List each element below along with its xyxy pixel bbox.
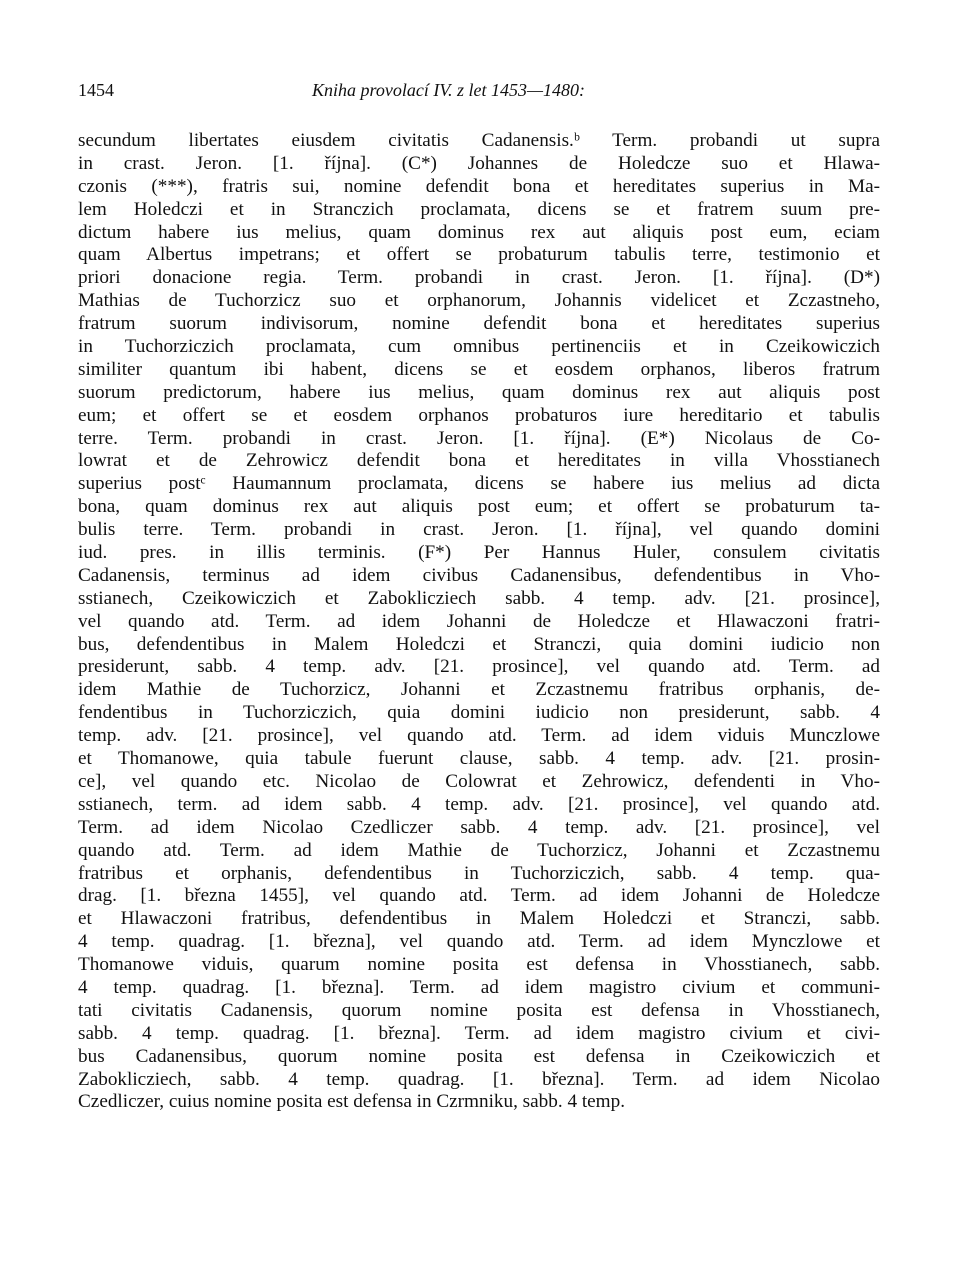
text-line: et Hlawaczoni fratribus, defendentibus in Malem Holedczi et Stranczi, sabb. — [78, 908, 880, 930]
text-line: Mathias de Tuchorzicz suo et orphanorum, Johannis videlicet et Zczastneho, — [78, 290, 880, 312]
text-line: lem Holedczi et in Stranczich proclamata, dicens se et fratrem suum pre- — [78, 198, 880, 220]
text-line: dictum habere ius melius, quam dominus rex aut aliquis post eum, eciam — [78, 221, 880, 243]
text-line: drag. [1. března 1455], vel quando atd. Term. ad idem Johanni de Holedcze — [78, 885, 880, 907]
page-number: 1454 — [78, 80, 114, 100]
text-line: Thomanowe viduis, quarum nomine posita est defensa in Vhosstianech, sabb. — [78, 954, 880, 976]
text-line: et Thomanowe, quia tabule fuerunt clause, sabb. 4 temp. adv. [21. prosin- — [78, 748, 880, 770]
text-line: Cadanensis, terminus ad idem civibus Cadanensibus, defendentibus in Vho- — [78, 564, 880, 586]
text-line: in Tuchorziczich proclamata, cum omnibus pertinenciis et in Czeikowiczich — [78, 336, 880, 358]
text-line: in crast. Jeron. [1. října]. (C*) Johannes de Holedcze suo et Hlawa- — [78, 152, 880, 174]
text-line: terre. Term. probandi in crast. Jeron. [1. října]. (E*) Nicolaus de Co- — [78, 427, 880, 449]
text-line: sstianech, Czeikowiczich et Zaboklicziech sabb. 4 temp. adv. [21. prosince], — [78, 587, 880, 609]
body-text — [78, 130, 880, 1114]
text-line: 4 temp. quadrag. [1. března], vel quando atd. Term. ad idem Mynczlowe et — [78, 931, 880, 953]
text-line: sabb. 4 temp. quadrag. [1. března]. Term. ad idem magistro civium et civi- — [78, 1022, 880, 1044]
running-title: Kniha provolací IV. z let 1453—1480: — [312, 80, 585, 100]
text-line: temp. adv. [21. prosince], vel quando atd. Term. ad idem viduis Munczlowe — [78, 725, 880, 747]
text-line: suorum predictorum, habere ius melius, quam dominus rex aut aliquis post — [78, 381, 880, 403]
text-line: fratribus et orphanis, defendentibus in Tuchorziczich, sabb. 4 temp. qua- — [78, 862, 880, 884]
text-line: bona, quam dominus rex aut aliquis post eum; et offert se probaturum ta- — [78, 496, 880, 518]
text-line: quam Albertus impetrans; et offert se probaturum tabulis terre, testimonio et — [78, 244, 880, 266]
text-line: czonis (***), fratris sui, nomine defendit bona et hereditates superius in Ma- — [78, 175, 880, 197]
text-line: lowrat et de Zehrowicz defendit bona et hereditates in villa Vhosstianech — [78, 450, 880, 472]
text-line: Czedliczer, cuius nomine posita est defensa in Czrmniku, sabb. 4 temp. — [78, 1091, 626, 1113]
text-line: priori donacione regia. Term. probandi in crast. Jeron. [1. října]. (D*) — [78, 267, 880, 289]
text-line: vel quando atd. Term. ad idem Johanni de Holedcze et Hlawaczoni fratri- — [78, 610, 880, 632]
text-line: idem Mathie de Tuchorzicz, Johanni et Zczastnemu fratribus orphanis, de- — [78, 679, 880, 701]
text-line: presiderunt, sabb. 4 temp. adv. [21. prosince], vel quando atd. Term. ad — [78, 656, 880, 678]
text-line: eum; et offert se et eosdem orphanos probaturos iure hereditario et tabulis — [78, 404, 880, 426]
text-line: sstianech, term. ad idem sabb. 4 temp. adv. [21. prosince], vel quando atd. — [78, 793, 880, 815]
text-line: quando atd. Term. ad idem Mathie de Tuchorzicz, Johanni et Zczastnemu — [78, 839, 880, 861]
text-line: fratrum suorum indivisorum, nomine defendit bona et hereditates superius — [78, 313, 880, 335]
text-line: bus Cadanensibus, quorum nomine posita est defensa in Czeikowiczich et — [78, 1045, 880, 1067]
page-header — [78, 78, 880, 102]
text-line: Zaboklicziech, sabb. 4 temp. quadrag. [1. března]. Term. ad idem Nicolao — [78, 1068, 880, 1090]
text-line: fendentibus in Tuchorziczich, quia domini iudicio non presiderunt, sabb. 4 — [78, 702, 880, 724]
text-line: bus, defendentibus in Malem Holedczi et Stranczi, quia domini iudicio non — [78, 633, 880, 655]
text-line: similiter quantum ibi habent, dicens se et eosdem orphanos, liberos fratrum — [78, 358, 880, 380]
text-line: Term. ad idem Nicolao Czedliczer sabb. 4 temp. adv. [21. prosince], vel — [78, 816, 880, 838]
text-line: iud. pres. in illis terminis. (F*) Per Hannus Huler, consulem civitatis — [78, 542, 880, 564]
text-line: tati civitatis Cadanensis, quorum nomine posita est defensa in Vhosstianech, — [78, 999, 880, 1021]
text-line: secundum libertates eiusdem civitatis Cadanensis.ᵇ Term. probandi ut supra — [78, 130, 880, 151]
text-line: ce], vel quando etc. Nicolao de Colowrat et Zehrowicz, defendenti in Vho- — [78, 770, 880, 792]
text-line: bulis terre. Term. probandi in crast. Jeron. [1. října], vel quando domini — [78, 519, 880, 541]
text-line: superius postᶜ Haumannum proclamata, dicens se habere ius melius ad dicta — [78, 473, 880, 495]
text-line: 4 temp. quadrag. [1. března]. Term. ad idem magistro civium et communi- — [78, 976, 880, 998]
